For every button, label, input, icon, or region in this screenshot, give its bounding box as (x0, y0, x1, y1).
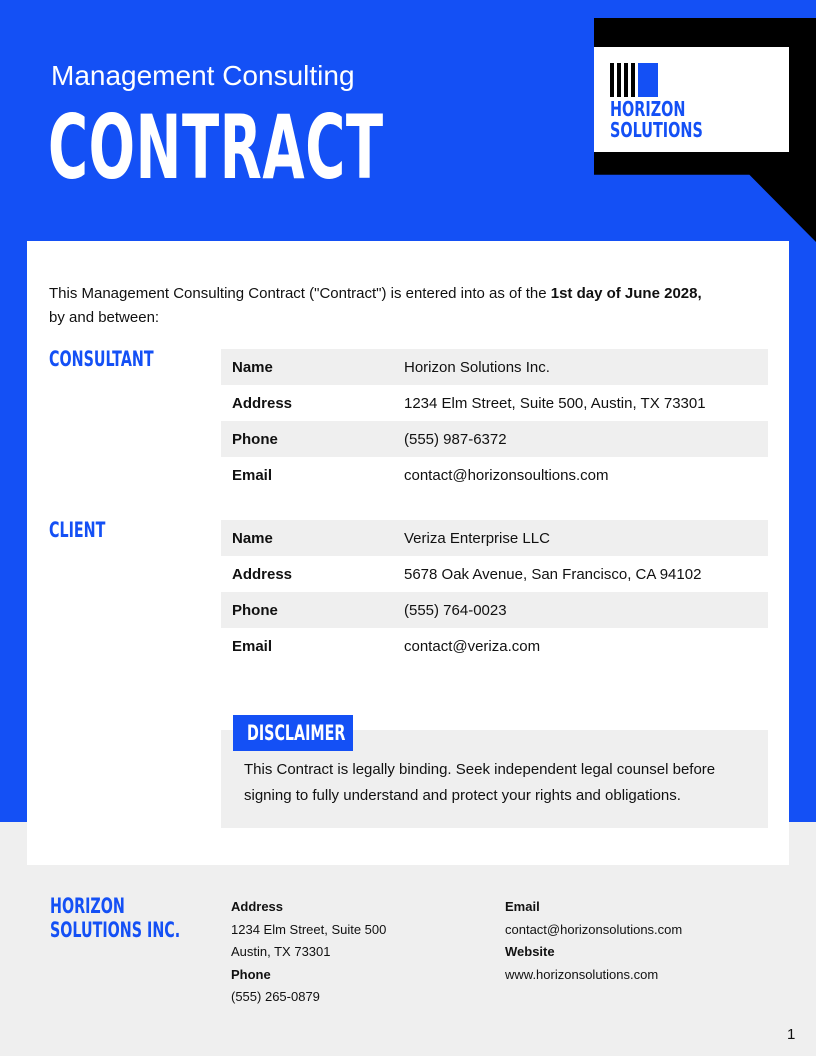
row-value: (555) 987-6372 (404, 430, 507, 448)
table-row (221, 628, 768, 664)
header-title: CONTRACT (48, 96, 384, 199)
footer-email[interactable]: contact@horizonsolutions.com (505, 921, 683, 937)
row-value: contact@veriza.com (404, 637, 541, 655)
row-value: contact@horizonsoultions.com (404, 466, 609, 484)
row-key: Address (232, 565, 293, 583)
footer-address-line1: 1234 Elm Street, Suite 500 (231, 921, 387, 937)
row-key: Email (232, 637, 273, 655)
footer-website[interactable]: www.horizonsolutions.com (505, 966, 659, 982)
table-row (221, 592, 768, 628)
page-number: 1 (787, 1026, 796, 1043)
table-row (221, 457, 768, 493)
row-value: Horizon Solutions Inc. (404, 358, 550, 376)
table-row (221, 349, 768, 385)
footer-email-label: Email (505, 899, 540, 914)
contract-card (27, 241, 789, 865)
footer-brand-line1: HORIZON (50, 894, 125, 918)
footer-contact-column (505, 896, 682, 986)
logo-line2: SOLUTIONS (610, 118, 703, 142)
row-value: 5678 Oak Avenue, San Francisco, CA 94102 (404, 565, 702, 583)
consultant-table (221, 349, 768, 493)
table-row (221, 385, 768, 421)
row-value: Veriza Enterprise LLC (404, 529, 550, 547)
logo-bars-icon (610, 63, 658, 97)
logo (594, 47, 789, 152)
intro-date: 1st day of June 2028, (550, 285, 702, 302)
intro-prefix: This Management Consulting Contract ("Contract") is entered into as of the (49, 285, 551, 302)
row-key: Name (232, 358, 273, 376)
row-value: (555) 764-0023 (404, 601, 507, 619)
footer-phone: (555) 265-0879 (231, 989, 320, 1004)
footer-brand (50, 894, 180, 942)
table-row (221, 520, 768, 556)
table-row (221, 421, 768, 457)
intro-suffix: by and between: (49, 309, 160, 326)
row-key: Address (232, 394, 293, 412)
footer-address-label: Address (231, 899, 284, 914)
footer-brand-line2: SOLUTIONS INC. (50, 918, 181, 942)
table-row (221, 556, 768, 592)
intro-paragraph (49, 282, 769, 330)
disclaimer-tag (233, 715, 353, 751)
client-label: CLIENT (49, 518, 106, 542)
row-key: Phone (232, 430, 278, 448)
disclaimer-label: DISCLAIMER (247, 721, 346, 745)
consultant-label: CONSULTANT (49, 347, 154, 371)
header-subtitle: Management Consulting (51, 60, 355, 91)
row-value: 1234 Elm Street, Suite 500, Austin, TX 73301 (404, 394, 706, 412)
client-table (221, 520, 768, 664)
logo-line1: HORIZON (610, 97, 686, 121)
row-key: Phone (232, 601, 278, 619)
footer-phone-label: Phone (231, 966, 271, 982)
disclaimer-text: This Contract is legally binding. Seek independent legal counsel before signing to fully understand and protect your rights and obligations. (244, 761, 716, 804)
footer-address-column (231, 896, 386, 1009)
footer-website-label: Website (505, 944, 555, 959)
logo-text (610, 99, 703, 141)
row-key: Email (232, 466, 273, 484)
row-key: Name (232, 529, 273, 547)
footer-address-line2: Austin, TX 73301 (231, 944, 331, 959)
